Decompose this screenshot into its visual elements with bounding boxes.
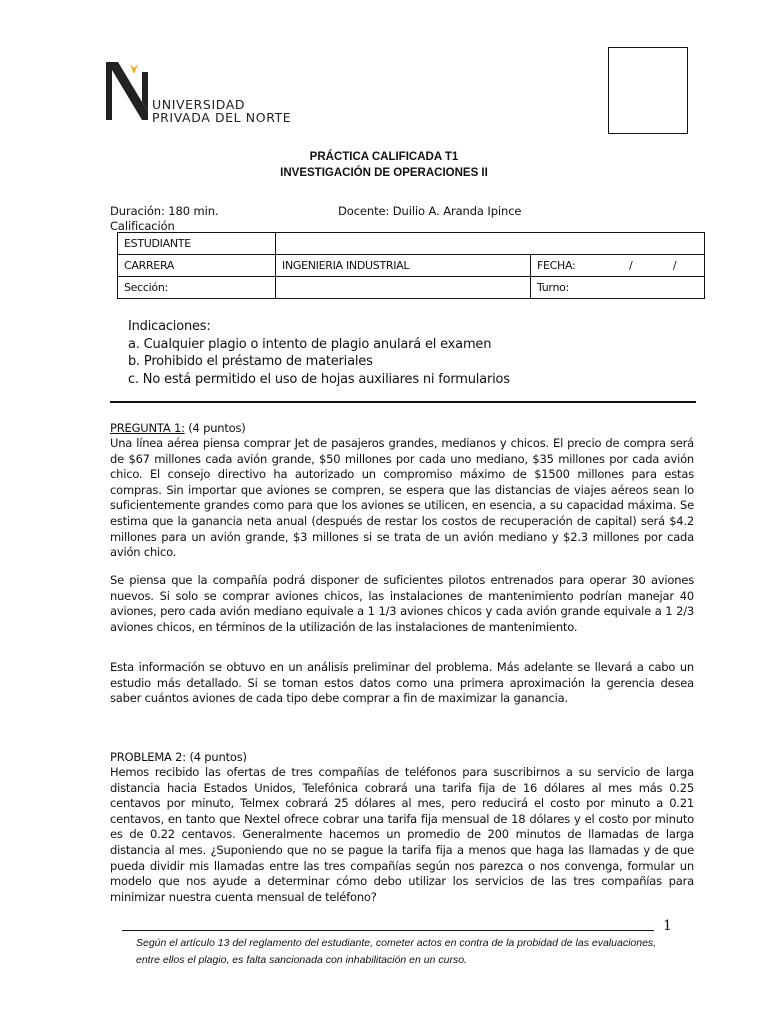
student-label: ESTUDIANTE xyxy=(118,233,276,255)
indication-item: b. Prohibido el préstamo de materiales xyxy=(128,354,373,369)
question-2-paragraph: Hemos recibido las ofertas de tres compañías de teléfonos para suscribirnos a su servicio de larga distancia hacia Estados Unidos, Telefónica cobrará una tarifa fija de 16 dólares al mes más 0.25 centavos por minuto, Telmex cobrará 25 dólares al mes, pero reducirá el costo por minuto a 0.21 centavos, en tanto que Nextel ofrece cobrar una tarifa fija mensual de 18 dólares y el costo por minuto es de 0.22 centavos. Generalmente hacemos un promedio de 200 minutos de llamadas de larga distancia al mes. ¿Suponiendo que no se pague la tarifa fija a menos que haga las llamadas y de que pueda dividir mis llamadas entre las tres compañías según nos parezca o nos convenga, formular un modelo que nos ayude a determinar cómo debo utilizar los servicios de las tres compañías para minimizar nuestra cuenta mensual de teléfono? xyxy=(110,765,694,904)
student-field[interactable] xyxy=(276,233,705,255)
question-2-points: (4 puntos) xyxy=(185,750,247,764)
date-label: FECHA: xyxy=(531,255,604,277)
career-value: INGENIERIA INDUSTRIAL xyxy=(276,255,531,277)
question-1-paragraph: Se piensa que la compañía podrá disponer de suficientes pilotos entrenados para operar 30 aviones nuevos. Si solo se comprar aviones chicos, las instalaciones de mantenimiento podrían manejar 40 aviones, pero cada avión mediano equivale a 1 1/3 aviones chicos y cada avión grande equivale a 1 2/3 aviones chicos, en términos de la utilización de las instalaciones de mantenimiento. xyxy=(110,573,694,634)
logo-text xyxy=(152,98,291,124)
photo-box xyxy=(608,47,688,134)
section-label: Sección: xyxy=(118,277,276,299)
grade-label: Calificación xyxy=(110,219,175,233)
indications-title: Indicaciones: xyxy=(128,319,211,334)
page-number: 1 xyxy=(663,918,672,934)
question-1-label: PREGUNTA 1: xyxy=(110,421,185,435)
date-separator: / xyxy=(672,259,677,272)
question-2-heading xyxy=(110,750,247,764)
footer-note: Según el artículo 13 del reglamento del estudiante, cometer actos en contra de la probidad de las evaluaciones, entre ellos el plagio, es falta sancionada con inhabilitación en un curso. xyxy=(136,937,657,966)
exam-title: PRÁCTICA CALIFICADA T1 xyxy=(309,151,459,163)
career-label: CARRERA xyxy=(118,255,276,277)
table-row xyxy=(118,233,705,255)
table-row xyxy=(118,255,705,277)
table-row xyxy=(118,277,705,299)
question-1-paragraph: Esta información se obtuvo en un análisis preliminar del problema. Más adelante se llevará a cabo un estudio más detallado. Si se toman estos datos como una primera aproximación la gerencia desea saber cuántos aviones de cada tipo debe comprar a fin de maximizar la ganancia. xyxy=(110,660,694,706)
exam-subtitle: INVESTIGACIÓN DE OPERACIONES II xyxy=(280,167,488,179)
student-info-table xyxy=(117,232,705,299)
indications xyxy=(128,318,510,388)
upn-n-logo-icon xyxy=(104,60,156,122)
university-logo xyxy=(104,60,314,130)
question-1-points: (4 puntos) xyxy=(184,421,246,435)
indication-item: c. No está permitido el uso de hojas auxiliares ni formularios xyxy=(128,371,510,387)
date-separator: / xyxy=(629,259,633,272)
question-2-label: PROBLEMA 2: xyxy=(110,750,186,764)
teacher-text: Docente: Duilio A. Aranda Ipince xyxy=(338,204,522,218)
duration-text: Duración: 180 min. xyxy=(110,204,219,218)
question-1-heading xyxy=(110,421,246,435)
logo-line-1: UNIVERSIDAD xyxy=(152,97,246,112)
question-1-paragraph: Una línea aérea piensa comprar Jet de pasajeros grandes, medianos y chicos. El precio de compra será de $67 millones cada avión grande, $50 millones por cada uno mediano, $35 millones por cada avión chico. El consejo directivo ha autorizado un compromiso máximo de $1500 millones para estas compras. Sin importar que aviones se compren, se espera que las distancias de viajes aéreos sean lo suficientemente grandes como para que los aviones se utilicen, en esencia, a su capacidad máxima. Se estima que la ganancia neta anual (después de restar los costos de recuperación de capital) será $4.2 millones para un avión grande, $3 millones si se trata de un avión mediano y $2.3 millones por cada avión chico. xyxy=(110,436,694,560)
logo-line-2: PRIVADA DEL NORTE xyxy=(152,110,292,125)
divider xyxy=(110,401,696,403)
date-field[interactable] xyxy=(603,255,705,277)
logo-accent-shape xyxy=(130,64,138,74)
footer-divider xyxy=(122,930,654,931)
section-field[interactable] xyxy=(276,277,531,299)
shift-label: Turno: xyxy=(531,277,705,299)
indication-item: a. Cualquier plagio o intento de plagio anulará el examen xyxy=(128,336,492,352)
